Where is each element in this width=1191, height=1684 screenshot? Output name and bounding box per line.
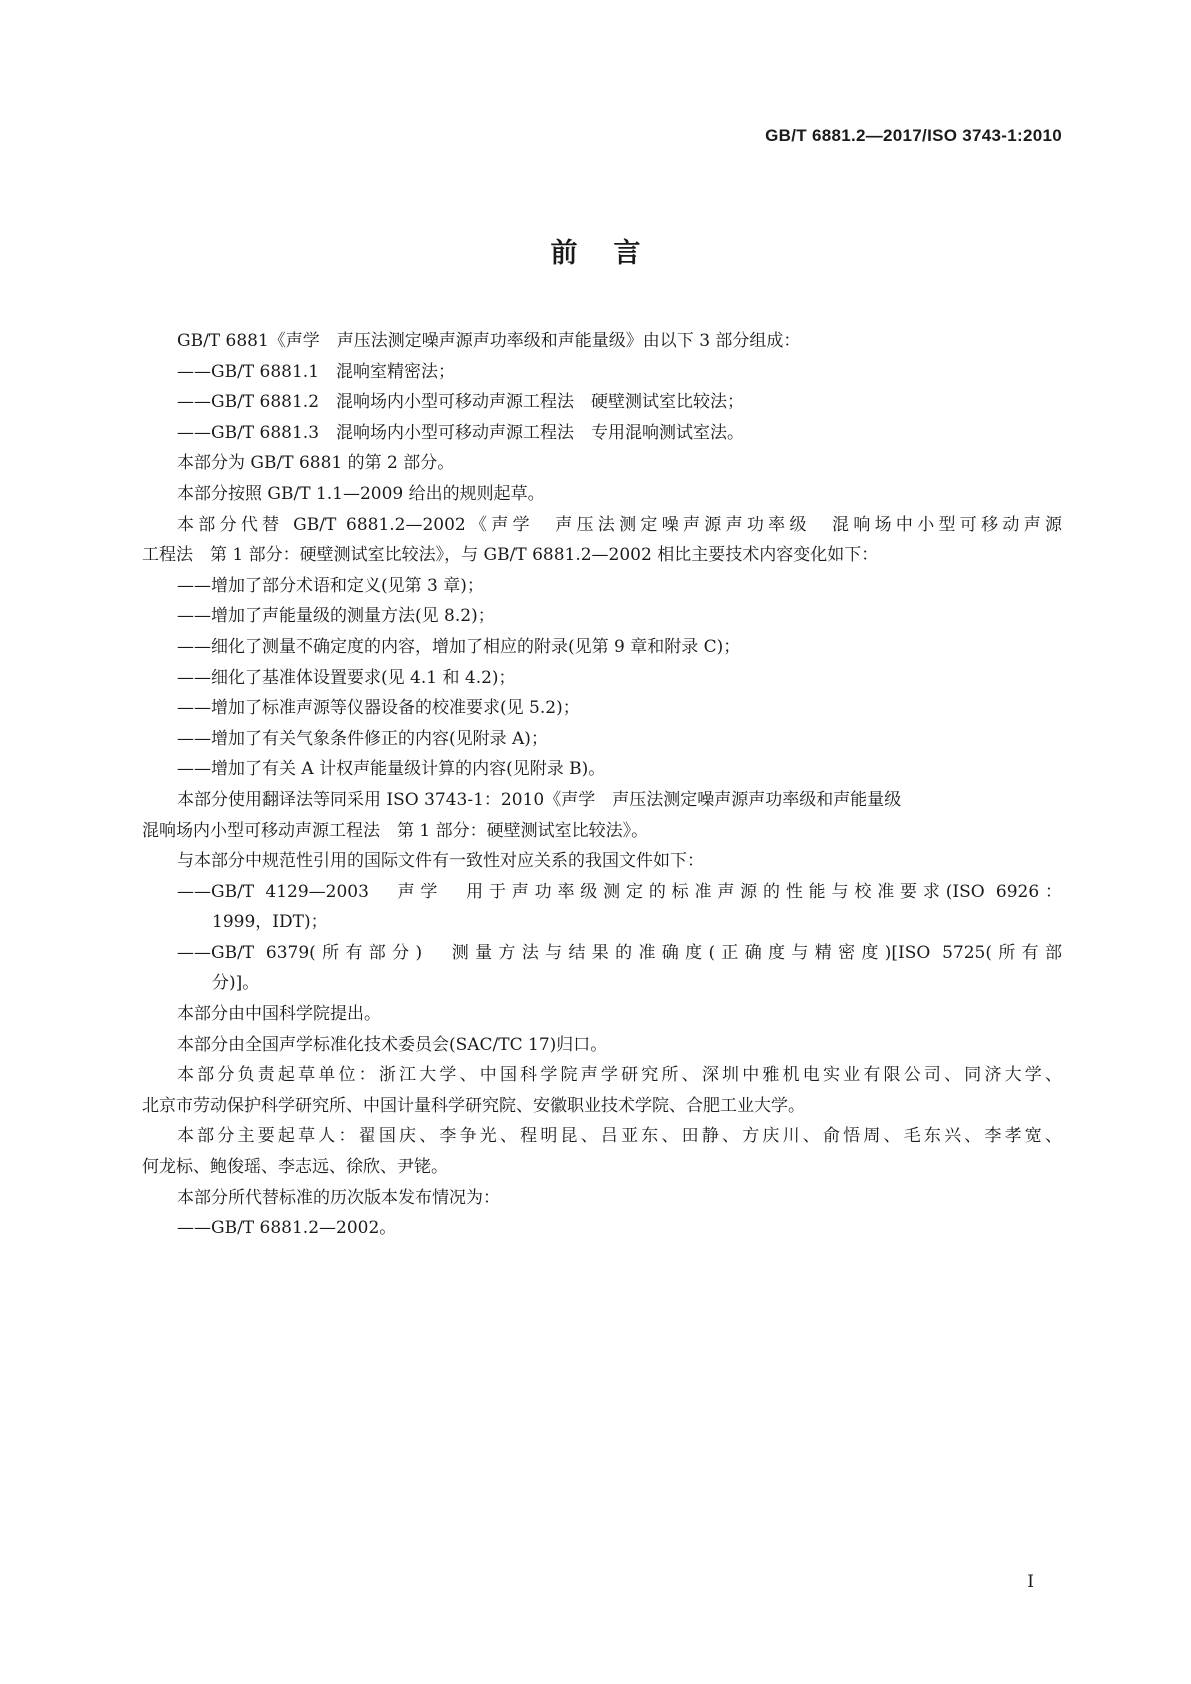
list-item-previous-edition: ——GB/T 6881.2—2002。: [177, 1218, 397, 1239]
paragraph-under-jurisdiction: 本部分由全国声学标准化技术委员会(SAC/TC 17)归口。: [177, 1034, 608, 1055]
paragraph-previous-editions: 本部分所代替标准的历次版本发布情况为：: [177, 1187, 500, 1208]
list-item-change-5: ——增加了标准声源等仪器设备的校准要求(见 5.2)；: [177, 698, 580, 719]
paragraph-drafting-units-line-1: 本部分负责起草单位：浙江大学、中国科学院声学研究所、深圳中雅机电实业有限公司、同济大学、: [177, 1065, 1062, 1086]
list-item-change-2: ——增加了声能量级的测量方法(见 8.2)；: [177, 606, 495, 627]
list-item-change-1: ——增加了部分术语和定义(见第 3 章)；: [177, 575, 484, 596]
list-item-reference-2-line-1: ——GB/T 6379(所有部分) 测量方法与结果的准确度(正确度与精密度)[ISO 5725(所有部: [177, 942, 1062, 963]
page-number: I: [1027, 1572, 1034, 1592]
list-item-change-3: ——细化了测量不确定度的内容，增加了相应的附录(见第 9 章和附录 C)；: [177, 636, 741, 657]
paragraph-adoption-line-1: 本部分使用翻译法等同采用 ISO 3743-1：2010《声学 声压法测定噪声源声功率级和声能量级: [177, 789, 902, 810]
paragraph-drafting-units-line-2: 北京市劳动保护科学研究所、中国计量科学研究院、安徽职业技术学院、合肥工业大学。: [142, 1095, 805, 1116]
list-item-reference-2-line-2: 分)]。: [212, 973, 260, 994]
list-item-reference-1-line-1: ——GB/T 4129—2003 声学 用于声功率级测定的标准声源的性能与校准要求(ISO 6926：: [177, 881, 1062, 902]
foreword-body: [142, 326, 1062, 1244]
paragraph-drafters-line-2: 何龙标、鲍俊瑶、李志远、徐欣、尹铑。: [142, 1157, 448, 1178]
paragraph-drafting-rules: 本部分按照 GB/T 1.1—2009 给出的规则起草。: [177, 483, 545, 504]
list-item-part-1: ——GB/T 6881.1 混响室精密法；: [177, 361, 456, 382]
list-item-part-3: ——GB/T 6881.3 混响场内小型可移动声源工程法 专用混响测试室法。: [177, 422, 745, 443]
list-item-reference-1-line-2: 1999，IDT)；: [212, 912, 328, 933]
paragraph-part-statement: 本部分为 GB/T 6881 的第 2 部分。: [177, 453, 455, 474]
paragraph-replaces-line-1: 本部分代替 GB/T 6881.2—2002《声学 声压法测定噪声源声功率级 混响场中小型可移动声源: [177, 514, 1062, 535]
list-item-part-2: ——GB/T 6881.2 混响场内小型可移动声源工程法 硬壁测试室比较法；: [177, 392, 745, 413]
standard-code-header: GB/T 6881.2—2017/ISO 3743-1:2010: [765, 126, 1062, 145]
list-item-change-4: ——细化了基准体设置要求(见 4.1 和 4.2)；: [177, 667, 516, 688]
paragraph-proposed-by: 本部分由中国科学院提出。: [177, 1004, 381, 1025]
list-item-change-6: ——增加了有关气象条件修正的内容(见附录 A)；: [177, 728, 548, 749]
paragraph-adoption-line-2: 混响场内小型可移动声源工程法 第 1 部分：硬壁测试室比较法》。: [142, 820, 649, 841]
paragraph-references-intro: 与本部分中规范性引用的国际文件有一致性对应关系的我国文件如下：: [177, 851, 704, 872]
list-item-change-7: ——增加了有关 A 计权声能量级计算的内容(见附录 B)。: [177, 759, 606, 780]
page-title: 前言: [550, 238, 677, 269]
intro-paragraph: GB/T 6881《声学 声压法测定噪声源声功率级和声能量级》由以下 3 部分组成：: [177, 331, 801, 351]
paragraph-drafters-line-1: 本部分主要起草人：翟国庆、李争光、程明昆、吕亚东、田静、方庆川、俞悟周、毛东兴、李孝宽、: [177, 1126, 1062, 1147]
paragraph-replaces-line-2: 工程法 第 1 部分：硬壁测试室比较法》，与 GB/T 6881.2—2002 相比主要技术内容变化如下：: [142, 545, 879, 566]
